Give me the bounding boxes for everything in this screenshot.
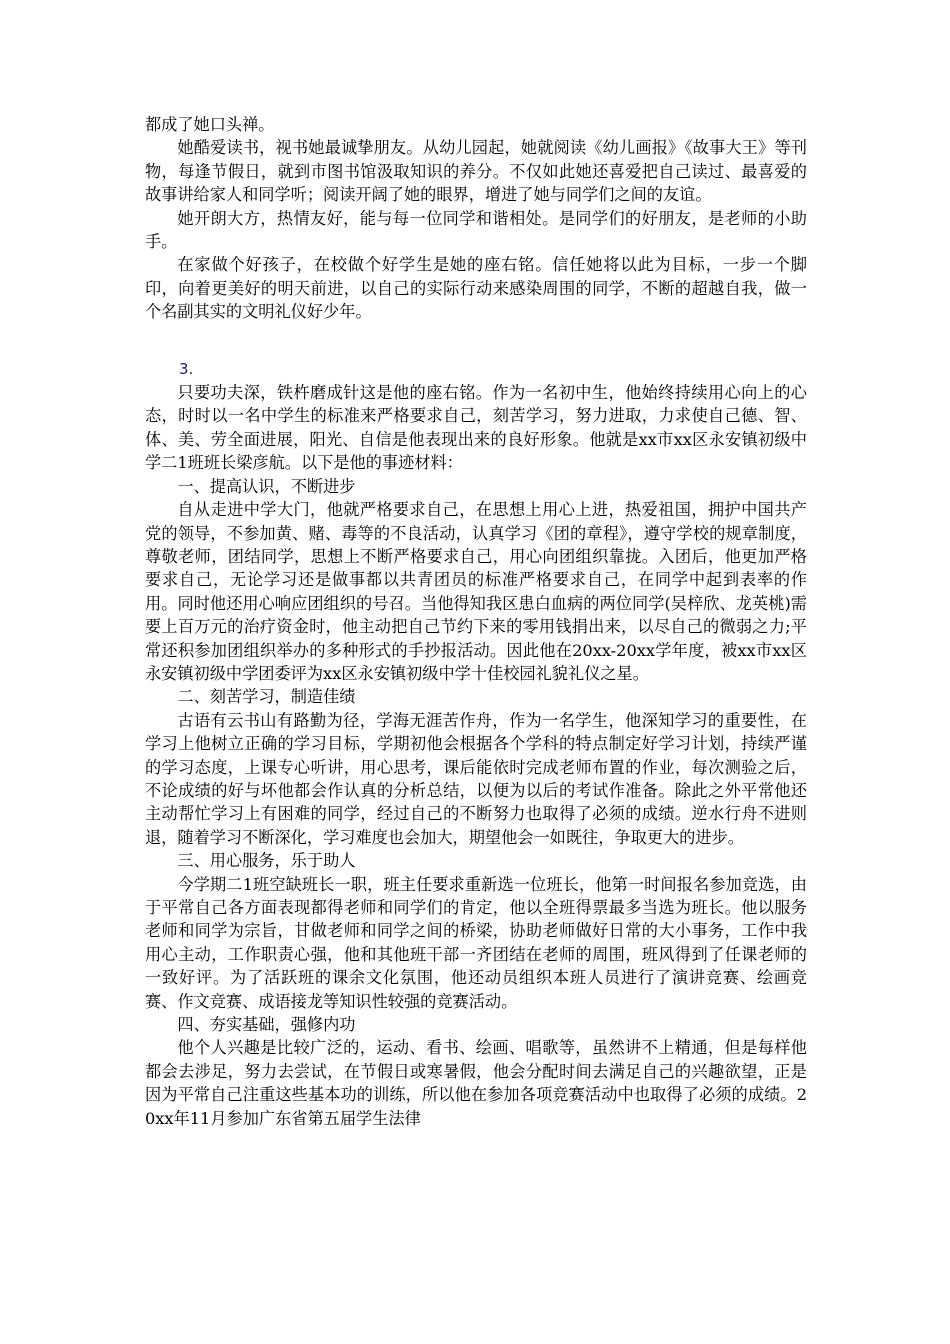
document-page xyxy=(145,113,807,1130)
section-number: 3. xyxy=(179,359,194,378)
paragraph: 都成了她口头禅。 xyxy=(145,115,275,134)
section-heading: 二、刻苦学习，制造佳绩 xyxy=(177,687,356,707)
paragraph: 她开朗大方，热情友好，能与每一位同学和谐相处。是同学们的好朋友，是老师的小助手。 xyxy=(145,208,807,252)
paragraph: 古语有云书山有路勤为径，学海无涯苦作舟，作为一名学生，他深知学习的重要性，在学习上他树立正确的学习目标，学期初他会根据各个学科的特点制定好学习计划，持续严谨的学习态度，上课专心听讲，用心思考，课后能依时完成老师布置的作业，每次测验之后，不论成绩的好与坏他都会作认真的分析总结，以便为以后的考试作准备。除此之外平常他还主动帮忙学习上有困难的同学，经过自己的不断努力也取得了必须的成绩。逆水行舟不进则退，随着学习不断深化，学习难度也会加大，期望他会一如既往，争取更大的进步。 xyxy=(145,710,807,847)
section-heading: 四、夯实基础，强修内功 xyxy=(177,1015,356,1035)
paragraph: 在家做个好孩子，在校做个好学生是她的座右铭。信任她将以此为目标，一步一个脚印，向着更美好的明天前进，以自己的实际行动来感染周围的同学，不断的超越自我，做一个名副其实的文明礼仪好少年。 xyxy=(145,255,807,322)
paragraph: 他个人兴趣是比较广泛的，运动、看书、绘画、唱歌等，虽然讲不上精通，但是每样他都会去涉足，努力去尝试，在节假日或寒暑假，他会分配时间去满足自己的兴趣欲望，正是因为平常自己注重这些基本功的训练，所以他在参加各项竞赛活动中也取得了必须的成绩。20xx年11月参加广东省第五届学生法律 xyxy=(145,1038,807,1128)
section-heading: 一、提高认识，不断进步 xyxy=(177,476,356,496)
section-heading: 三、用心服务，乐于助人 xyxy=(177,851,356,871)
blank-line xyxy=(145,324,807,358)
paragraph: 今学期二1班空缺班长一职，班主任要求重新选一位班长，他第一时间报名参加竞选，由于平常自己各方面表现都得老师和同学们的肯定，他以全班得票最多当选为班长。他以服务老师和同学为宗旨，甘做老师和同学之间的桥梁，协助老师做好日常的大小事务，工作中我用心主动，工作职责心强，他和其他班干部一齐团结在老师的周围，班风得到了任课老师的一致好评。为了活跃班的课余文化氛围，他还动员组织本班人员进行了演讲竞赛、绘画竞赛、作文竞赛、成语接龙等知识性较强的竞赛活动。 xyxy=(145,874,807,1011)
paragraph: 自从走进中学大门，他就严格要求自己，在思想上用心上进，热爱祖国，拥护中国共产党的领导，不参加黄、赌、毒等的不良活动，认真学习《团的章程》，遵守学校的规章制度，尊敬老师，团结同学，思想上不断严格要求自己，用心向团组织靠拢。入团后，他更加严格要求自己，无论学习还是做事都以共青团员的标准严格要求自己，在同学中起到表率的作用。同时他还用心响应团组织的号召。当他得知我区患白血病的两位同学(吴梓欣、龙英桃)需要上百万元的治疗资金时，他主动把自己节约下来的零用钱捐出来，以尽自己的微弱之力;平常还积参加团组织举办的多种形式的手抄报活动。因此他在20xx-20xx学年度，被xx市xx区永安镇初级中学团委评为xx区永安镇初级中学十佳校园礼貌礼仪之星。 xyxy=(145,500,807,683)
paragraph: 她酷爱读书，视书她最诚挚朋友。从幼儿园起，她就阅读《幼儿画报》《故事大王》等刊物，每逢节假日，就到市图书馆汲取知识的养分。不仅如此她还喜爱把自己读过、最喜爱的故事讲给家人和同学听；阅读开阔了她的眼界，增进了她与同学们之间的友谊。 xyxy=(145,138,807,205)
paragraph: 只要功夫深，铁杵磨成针这是他的座右铭。作为一名初中生，他始终持续用心向上的心态，时时以一名中学生的标准来严格要求自己，刻苦学习，努力进取，力求使自己德、智、体、美、劳全面进展，阳光、自信是他表现出来的良好形象。他就是xx市xx区永安镇初级中学二1班班长梁彦航。以下是他的事迹材料： xyxy=(145,383,807,473)
